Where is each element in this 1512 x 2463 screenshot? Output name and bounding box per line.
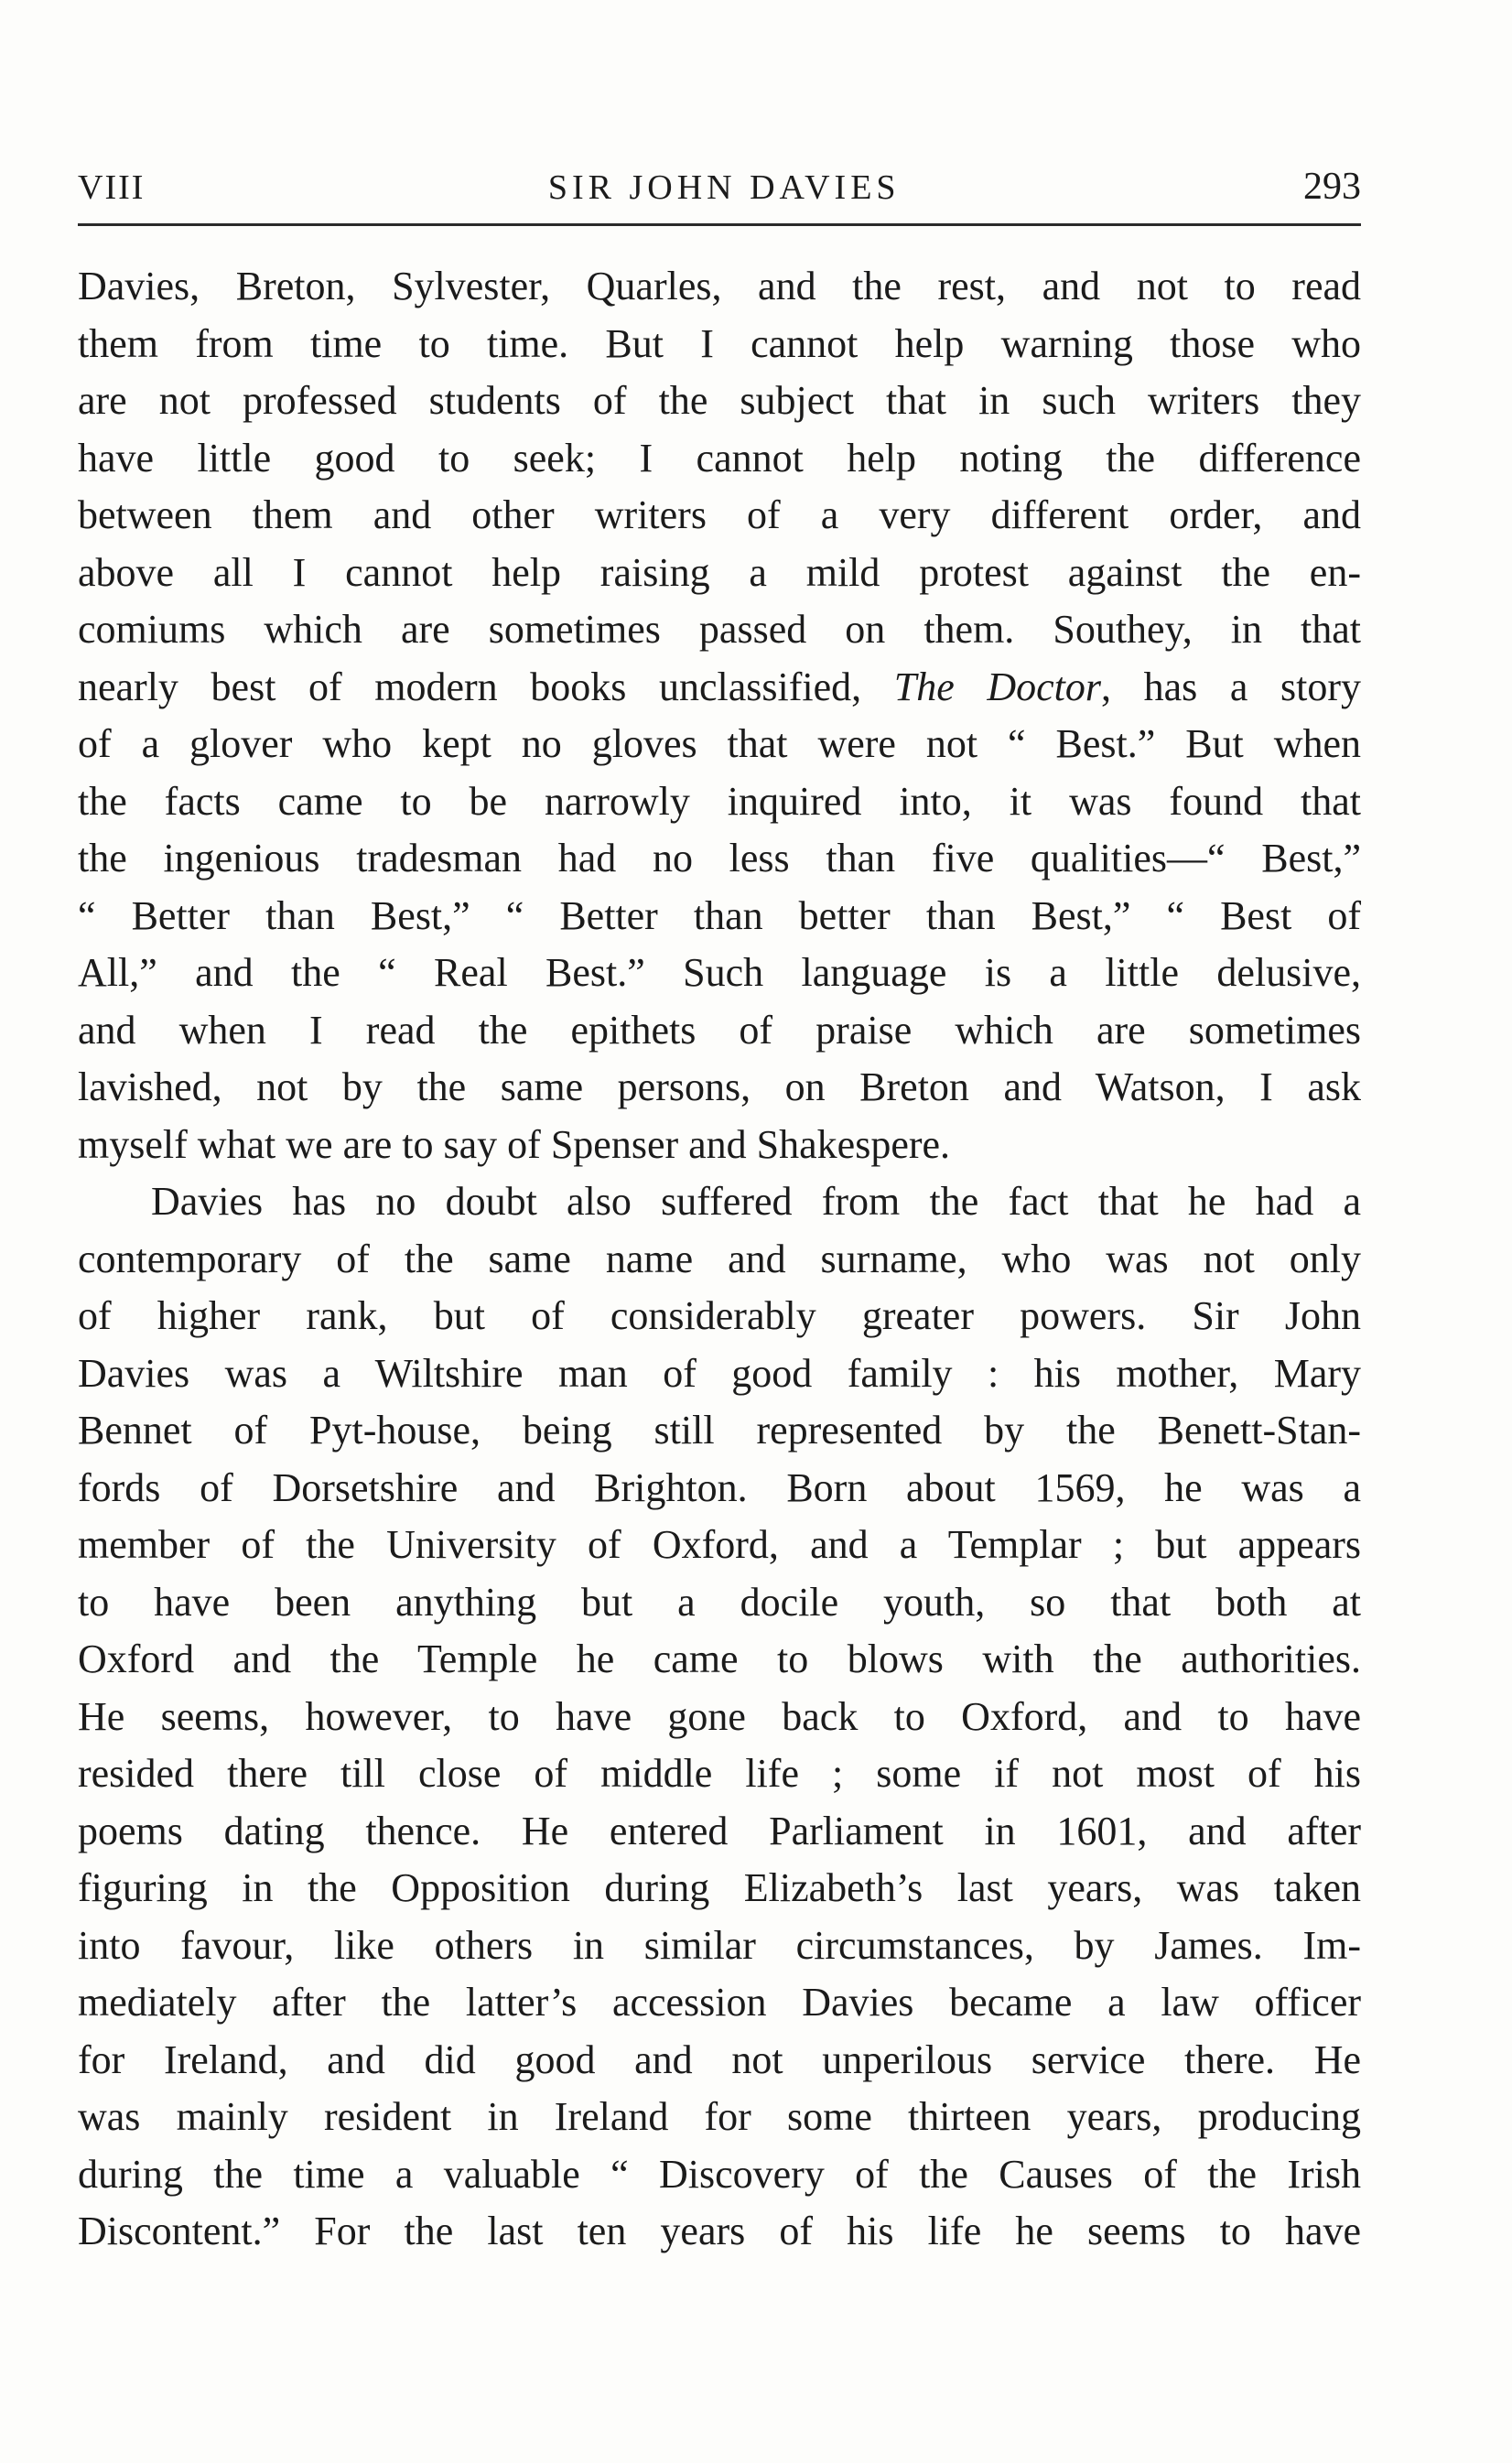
text-line: comiums which are sometimes passed on them. Southey, in that [78, 607, 1361, 652]
book-title-the-doctor: The Doctor [893, 664, 1102, 709]
text-line: “ Better than Best,” “ Better than better than Best,” “ Best of [78, 892, 1361, 938]
text-line: of higher rank, but of considerably greater powers. Sir John [78, 1293, 1361, 1338]
body-text [78, 258, 1361, 2261]
text-line: member of the University of Oxford, and a Templar ; but appears [78, 1522, 1361, 1567]
text-line: for Ireland, and did good and not unperilous service there. He [78, 2036, 1361, 2082]
text-line: was mainly resident in Ireland for some thirteen years, producing [78, 2094, 1361, 2139]
running-title: SIR JOHN DAVIES [547, 168, 901, 207]
text-line: poems dating thence. He entered Parliament in 1601, and after [78, 1808, 1361, 1853]
header-rule [78, 223, 1361, 226]
text-line: Davies was a Wiltshire man of good family : his mother, Mary [78, 1350, 1361, 1396]
text-line: resided there till close of middle life ; some if not most of his [78, 1751, 1361, 1796]
text-line: during the time a valuable “ Discovery of the Causes of the Irish [78, 2151, 1361, 2197]
text-line: to have been anything but a docile youth, so that both at [78, 1579, 1361, 1625]
paragraph-1 [78, 258, 1361, 1173]
text-line: contemporary of the same name and surname, who was not only [78, 1236, 1361, 1281]
paragraph-2 [78, 1173, 1361, 2261]
running-head [78, 165, 1361, 212]
text-line: the facts came to be narrowly inquired into, it was found that [78, 778, 1361, 824]
text-line: the ingenious tradesman had no less than five qualities—“ Best,” [78, 836, 1361, 880]
text-line: figuring in the Opposition during Elizabeth’s last years, was taken [78, 1865, 1361, 1910]
text-line: between them and other writers of a very different order, and [78, 492, 1361, 537]
text-line: lavished, not by the same persons, on Breton and Watson, I ask [78, 1064, 1361, 1109]
text-line: Davies has no doubt also suffered from the fact that he had a [151, 1179, 1361, 1224]
text-line [78, 659, 1361, 717]
text-line: Oxford and the Temple he came to blows with the authorities. [78, 1637, 1361, 1681]
text-fragment: , has a story [1101, 664, 1362, 709]
text-fragment: nearly best of modern books unclassified, [78, 664, 894, 709]
text-line: Discontent.” For the last ten years of his life he seems to have [78, 2209, 1361, 2253]
text-line: Davies, Breton, Sylvester, Quarles, and the rest, and not to read [78, 264, 1361, 308]
text-line: are not professed students of the subject that in such writers they [78, 378, 1361, 423]
text-line: Bennet of Pyt-house, being still represented by the Benett-Stan- [78, 1408, 1361, 1453]
text-line: He seems, however, to have gone back to Oxford, and to have [78, 1693, 1361, 1739]
text-line: myself what we are to say of Spenser and Shakespere. [78, 1121, 951, 1167]
text-line: fords of Dorsetshire and Brighton. Born about 1569, he was a [78, 1464, 1361, 1510]
text-line: mediately after the latter’s accession Davies became a law officer [78, 1980, 1361, 2025]
page-number: 293 [1303, 166, 1361, 208]
text-line: All,” and the “ Real Best.” Such language is a little delusive, [78, 950, 1361, 995]
text-line: have little good to seek; I cannot help noting the difference [78, 435, 1361, 481]
text-line: them from time to time. But I cannot help warning those who [78, 320, 1361, 366]
text-line: above all I cannot help raising a mild protest against the en- [78, 549, 1361, 595]
text-line: into favour, like others in similar circumstances, by James. Im- [78, 1922, 1361, 1968]
text-line: of a glover who kept no gloves that were not “ Best.” But when [78, 721, 1361, 766]
text-line: and when I read the epithets of praise which are sometimes [78, 1007, 1361, 1053]
chapter-number: VIII [78, 168, 146, 207]
